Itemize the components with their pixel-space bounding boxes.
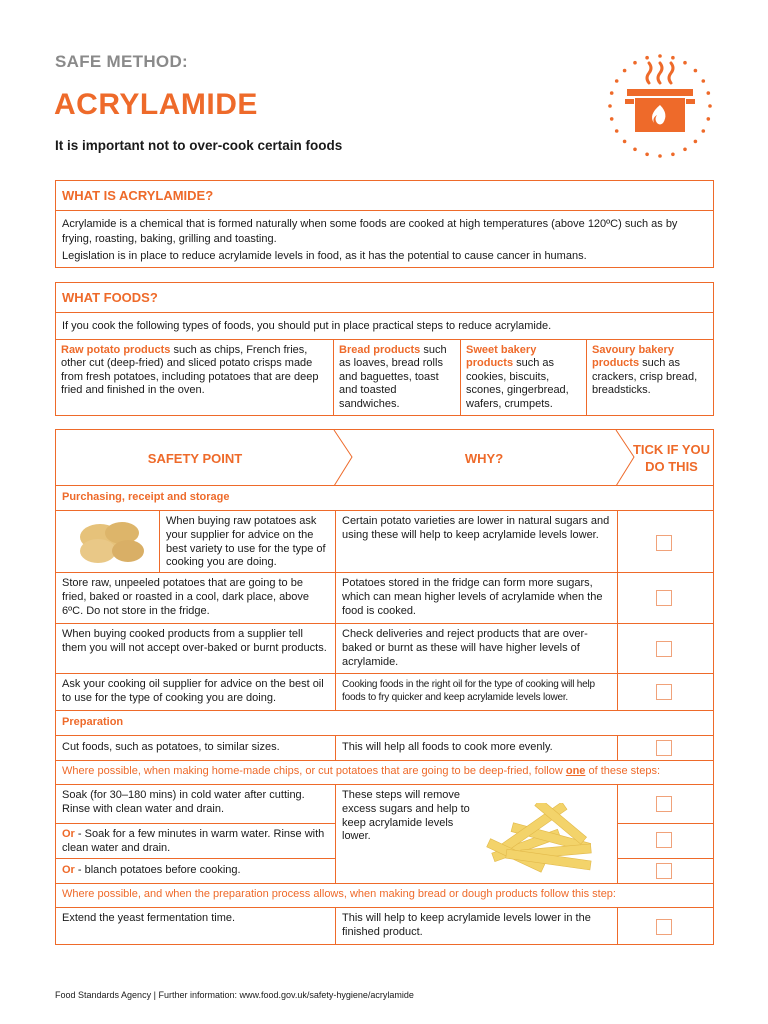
food-category: Bread products such as loaves, bread rolls and baguettes, toast and toasted sandwiches.	[334, 340, 461, 415]
paragraph: If you cook the following types of foods, you should put in place practical steps to reduce acrylamide.	[56, 313, 713, 340]
section-heading: WHAT IS ACRYLAMIDE?	[56, 181, 713, 211]
why: Potatoes stored in the fridge can form more sugars, which can mean higher levels of acrylamide when the food is cooked.	[335, 573, 617, 623]
paragraph: Legislation is in place to reduce acrylamide levels in food, as it has the potential to cause cancer in humans.	[62, 250, 587, 262]
section-label: Preparation	[56, 711, 713, 736]
why: Cooking foods in the right oil for the type of cooking will help foods to fry quicker and keep acrylamide levels lower.	[335, 674, 617, 710]
safety-point: Extend the yeast fermentation time.	[62, 912, 236, 924]
table-row	[56, 674, 713, 711]
paragraph: Acrylamide is a chemical that is formed naturally when some foods are cooked at high temperatures (above 120ºC) such as by frying, roasting, baking, grilling and toasting.	[62, 218, 678, 245]
why: This will help to keep acrylamide levels lower in the finished product.	[335, 908, 617, 945]
safety-point: Ask your cooking oil supplier for advice on the best oil to use for the type of cooking you are doing.	[62, 678, 324, 704]
tick-checkbox[interactable]	[656, 796, 672, 812]
footer-separator: |	[153, 990, 156, 1000]
what-foods-section	[55, 282, 714, 416]
table-row	[56, 624, 713, 674]
food-category: Sweet bakery products such as cookies, biscuits, scones, gingerbread, wafers, crumpets.	[461, 340, 587, 415]
table-row	[56, 573, 713, 624]
safety-point: Or - Soak for a few minutes in warm water. Rinse with clean water and drain.	[62, 828, 325, 854]
what-is-acrylamide-section	[55, 180, 714, 268]
why: Check deliveries and reject products that are over-baked or burnt as these will have higher levels of acrylamide.	[335, 624, 617, 673]
table-row	[56, 736, 713, 761]
safety-point: When buying raw potatoes ask your supplier for advice on the best variety to use for the type of cooking you are doing.	[159, 511, 335, 572]
tick-checkbox[interactable]	[656, 590, 672, 606]
chips-steps-block	[56, 785, 713, 884]
safety-table	[55, 429, 714, 945]
safety-point: Store raw, unpeeled potatoes that are going to be fried, baked or roasted in a cool, dark place, above 6ºC. Do not store in the fridge.	[62, 577, 310, 617]
section-label: Purchasing, receipt and storage	[56, 486, 713, 511]
table-header	[56, 430, 713, 486]
footer	[55, 990, 414, 1000]
page-kicker: SAFE METHOD:	[55, 52, 188, 71]
safety-point: Or - blanch potatoes before cooking.	[62, 864, 241, 876]
safety-point: When buying cooked products from a supplier tell them you will not accept over-baked or burnt products.	[62, 628, 327, 654]
footer-org: Food Standards Agency	[55, 990, 152, 1000]
safety-point: Cut foods, such as potatoes, to similar sizes.	[62, 741, 280, 753]
cut-chips-image	[481, 803, 611, 873]
tick-checkbox[interactable]	[656, 684, 672, 700]
cooking-pot-icon	[607, 53, 713, 159]
food-category: Raw potato products such as chips, French fries, other cut (deep-fried) and sliced potato crisps made from fresh potatoes, including potatoes that are deep fried and finished in the oven.	[56, 340, 334, 415]
why: Certain potato varieties are lower in natural sugars and using these will help to keep acrylamide levels lower.	[335, 511, 617, 572]
tick-checkbox[interactable]	[656, 832, 672, 848]
tick-checkbox[interactable]	[656, 863, 672, 879]
page-title: ACRYLAMIDE	[54, 88, 258, 121]
safety-point: Soak (for 30–180 mins) in cold water after cutting. Rinse with clean water and drain.	[62, 789, 305, 815]
bread-note: Where possible, and when the preparation process allows, when making bread or dough products follow this step:	[56, 884, 713, 908]
tick-checkbox[interactable]	[656, 641, 672, 657]
food-category: Savoury bakery products such as crackers, crisp bread, breadsticks.	[592, 344, 698, 397]
col-header-why: WHY?	[464, 450, 504, 466]
section-heading: WHAT FOODS?	[56, 283, 713, 313]
col-header-tick: TICK IF YOU DO THIS	[632, 442, 711, 474]
chips-note: Where possible, when making home-made chips, or cut potatoes that are going to be deep-fried, follow one of these steps:	[56, 761, 713, 785]
potatoes-image	[70, 517, 152, 567]
why: These steps will remove excess sugars and help to keep acrylamide levels lower.	[335, 785, 617, 883]
footer-info[interactable]: Further information: www.food.gov.uk/safety-hygiene/acrylamide	[158, 990, 414, 1000]
tick-checkbox[interactable]	[656, 919, 672, 935]
page-subtitle: It is important not to over-cook certain foods	[55, 138, 343, 153]
col-header-safety: SAFETY POINT	[147, 450, 243, 466]
table-row	[56, 511, 713, 573]
table-row	[56, 908, 713, 945]
tick-checkbox[interactable]	[656, 740, 672, 756]
why: This will help all foods to cook more evenly.	[335, 736, 617, 760]
tick-checkbox[interactable]	[656, 535, 672, 551]
